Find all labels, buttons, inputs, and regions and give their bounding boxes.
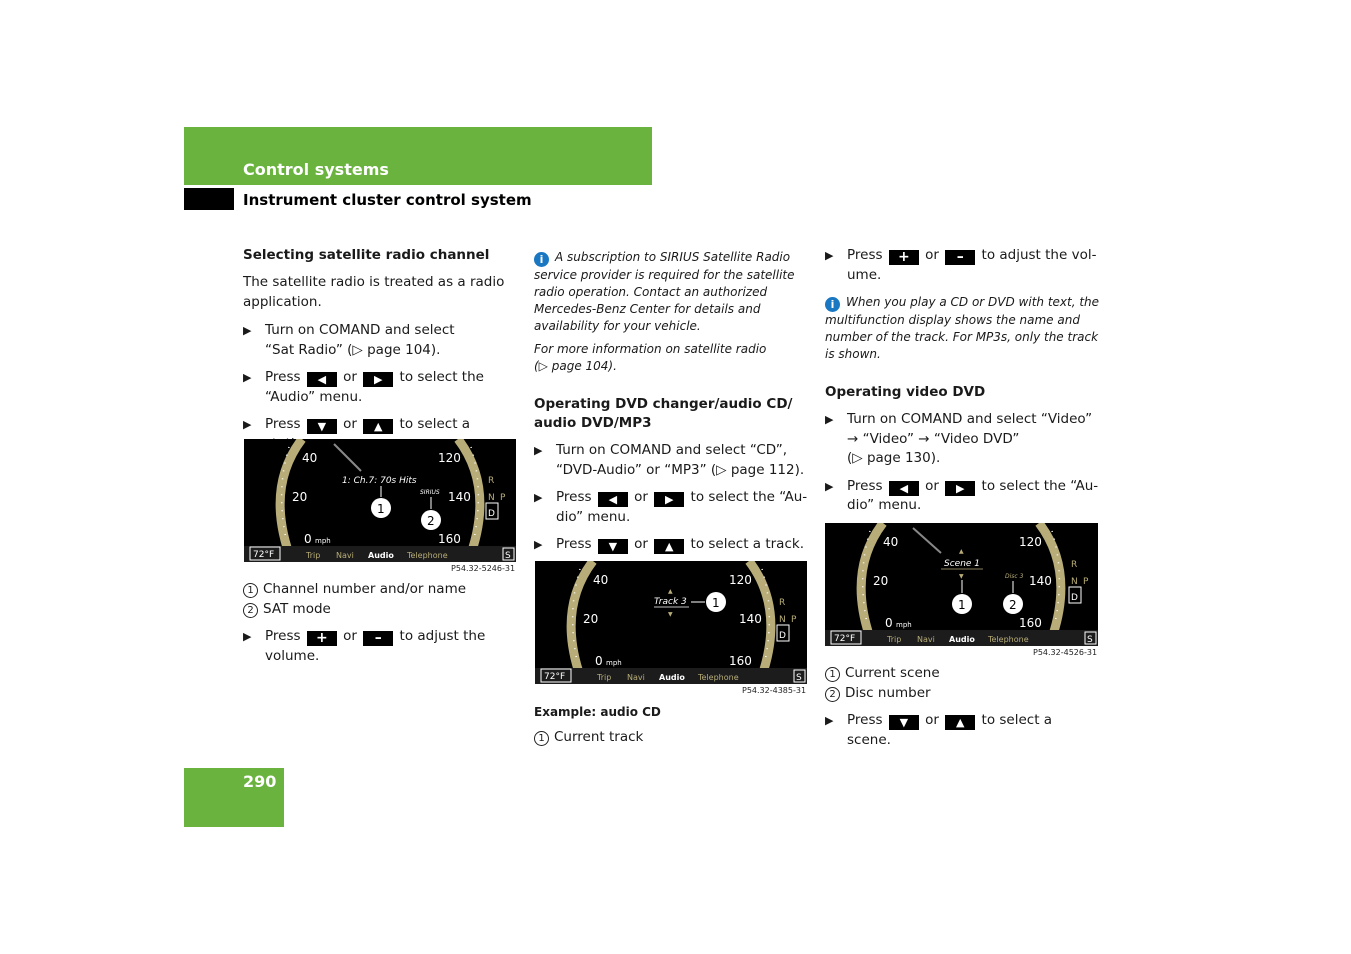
gauge-speed-label: 160 — [1019, 616, 1042, 630]
legend-item-2: 2 SAT mode — [243, 600, 518, 620]
info-icon: i — [825, 297, 840, 312]
bullet-arrow-icon: ▶ — [243, 630, 252, 643]
info-icon: i — [534, 252, 549, 267]
s-label: S — [796, 673, 802, 683]
minus-key-icon: – — [945, 250, 975, 265]
menu-trip: Trip — [887, 635, 902, 644]
gear-r: R — [779, 598, 786, 608]
bullet-arrow-icon: ▶ — [825, 249, 834, 262]
step-select-audio-menu-cd: ▶ Press ◀ or ▶ to select the “Au- dio” menu. — [534, 489, 808, 525]
display-scene-text: Scene 1 — [944, 559, 981, 569]
down-arrow-key-icon: ▼ — [598, 539, 628, 554]
instrument-cluster-figure-3 — [825, 523, 1098, 646]
gear-p: P — [791, 615, 797, 625]
bullet-arrow-icon: ▶ — [243, 418, 252, 431]
menu-navi: Navi — [336, 551, 354, 560]
gauge-speed-label: 160 — [438, 532, 461, 546]
bullet-arrow-icon: ▶ — [534, 491, 543, 504]
gauge-speed-label: 20 — [583, 612, 599, 626]
gauge-speed-label: 140 — [739, 612, 762, 626]
down-arrow-key-icon: ▼ — [307, 419, 337, 434]
menu-audio: Audio — [368, 551, 394, 560]
menu-telephone: Telephone — [698, 673, 739, 682]
section-title: Control systems — [243, 160, 389, 179]
plus-key-icon: + — [307, 631, 337, 646]
subsection-title: Instrument cluster control system — [243, 191, 532, 209]
menu-audio: Audio — [659, 673, 685, 682]
gear-n: N — [779, 615, 786, 625]
up-arrow-key-icon: ▲ — [945, 715, 975, 730]
gear-r: R — [488, 476, 495, 486]
menu-navi: Navi — [917, 635, 935, 644]
step-select-track: ▶ Press ▼ or ▲ to select a track. — [534, 536, 804, 553]
right-arrow-key-icon: ▶ — [654, 492, 684, 507]
left-arrow-key-icon: ◀ — [889, 481, 919, 496]
display-mode-text: SIRIUS — [420, 489, 440, 496]
figure-ref-2: P54.32-4385-31 — [742, 686, 807, 695]
menu-trip: Trip — [306, 551, 321, 560]
gauge-speed-label: 160 — [729, 654, 752, 668]
callout-2: 2 — [1009, 598, 1017, 612]
gauge-speed-label: 0 — [304, 532, 312, 546]
gear-d: D — [779, 631, 786, 641]
menu-trip: Trip — [597, 673, 612, 682]
down-indicator-icon: ▼ — [668, 611, 673, 618]
column-2-lower — [534, 703, 809, 747]
gear-p: P — [1083, 577, 1089, 587]
plus-key-icon: + — [889, 250, 919, 265]
up-arrow-key-icon: ▲ — [363, 419, 393, 434]
callout-1: 1 — [377, 502, 385, 516]
heading-sat-radio: Selecting satellite radio channel — [243, 247, 490, 263]
legend-item-1: 1 Current track — [534, 728, 809, 748]
figure-caption: Example: audio CD — [534, 705, 661, 719]
s-label: S — [505, 551, 511, 561]
intro-text: The satellite radio is treated as a radio application. — [243, 274, 505, 310]
down-indicator-icon: ▼ — [959, 573, 964, 580]
gear-d: D — [1071, 593, 1078, 603]
display-track-text: Track 3 — [654, 597, 687, 607]
bullet-arrow-icon: ▶ — [243, 324, 252, 337]
gauge-unit: mph — [606, 659, 622, 667]
gauge-speed-label: 120 — [729, 573, 752, 587]
bullet-arrow-icon: ▶ — [534, 444, 543, 457]
gauge-speed-label: 120 — [1019, 535, 1042, 549]
gauge-speed-label: 40 — [593, 573, 609, 587]
left-arrow-key-icon: ◀ — [598, 492, 628, 507]
info-note-cd-text: i When you play a CD or DVD with text, the multifunction display shows the name and number of the track. For MP3s, only the track is shown. — [825, 295, 1100, 361]
menu-telephone: Telephone — [407, 551, 448, 560]
callout-2: 2 — [427, 514, 435, 528]
s-label: S — [1087, 635, 1093, 645]
legend-item-1: 1 Channel number and/or name — [243, 580, 518, 600]
up-arrow-key-icon: ▲ — [654, 539, 684, 554]
gauge-speed-label: 20 — [292, 490, 308, 504]
gauge-speed-label: 0 — [885, 616, 893, 630]
down-arrow-key-icon: ▼ — [889, 715, 919, 730]
gear-n: N — [1071, 577, 1078, 587]
step-select-audio-menu: ▶ Press ◀ or ▶ to select the “Audio” menu. — [243, 369, 484, 405]
header-marker — [184, 188, 234, 210]
column-3 — [825, 246, 1100, 516]
display-disc-text: Disc 3 — [1005, 573, 1024, 580]
heading-video-dvd: Operating video DVD — [825, 384, 986, 400]
bullet-arrow-icon: ▶ — [243, 371, 252, 384]
gauge-speed-label: 120 — [438, 451, 461, 465]
instrument-cluster-figure-2 — [535, 561, 807, 684]
legend-item-2: 2 Disc number — [825, 684, 1100, 704]
gear-p: P — [500, 493, 506, 503]
gear-r: R — [1071, 560, 1078, 570]
temperature: 72°F — [834, 634, 856, 644]
legend-item-1: 1 Current scene — [825, 664, 1100, 684]
gear-d: D — [488, 509, 495, 519]
column-1-lower — [243, 580, 518, 666]
info-note-subscription: i A subscription to SIRIUS Satellite Radio service provider is required for the satellite radio operation. Contact an authorized Mercedes-Benz Center for details and availability for your vehicle. — [534, 250, 795, 333]
step-adjust-volume-cd: ▶ Press + or – to adjust the vol- ume. — [825, 247, 1097, 283]
left-arrow-key-icon: ◀ — [307, 372, 337, 387]
up-indicator-icon: ▲ — [959, 548, 964, 555]
figure-ref-1: P54.32-5246-31 — [451, 564, 516, 573]
step-select-scene: ▶ Press ▼ or ▲ to select a scene. — [825, 712, 1053, 748]
temperature: 72°F — [253, 550, 275, 560]
right-arrow-key-icon: ▶ — [363, 372, 393, 387]
gauge-speed-label: 140 — [448, 490, 471, 504]
bullet-arrow-icon: ▶ — [534, 538, 543, 551]
gauge-unit: mph — [315, 537, 331, 545]
figure-ref-3: P54.32-4526-31 — [1033, 648, 1098, 657]
menu-audio: Audio — [949, 635, 975, 644]
menu-telephone: Telephone — [988, 635, 1029, 644]
gauge-speed-label: 140 — [1029, 574, 1052, 588]
gauge-speed-label: 20 — [873, 574, 889, 588]
step-adjust-volume: ▶ Press + or – to adjust the volume. — [243, 628, 486, 664]
minus-key-icon: – — [363, 631, 393, 646]
heading-dvd-changer: Operating DVD changer/audio CD/ audio DVD/MP3 — [534, 396, 793, 431]
up-indicator-icon: ▲ — [668, 588, 673, 595]
instrument-cluster-figure-1 — [244, 439, 516, 562]
step-select-station: ▶ Press ▼ or ▲ to select a — [243, 416, 471, 433]
gauge-speed-label: 40 — [302, 451, 318, 465]
column-2 — [534, 249, 809, 555]
gauge-speed-label: 0 — [595, 654, 603, 668]
gauge-unit: mph — [896, 621, 912, 629]
step-select-audio-menu-video: ▶ Press ◀ or ▶ to select the “Au- dio” menu. — [825, 477, 1099, 513]
bullet-arrow-icon: ▶ — [825, 413, 834, 426]
right-arrow-key-icon: ▶ — [945, 481, 975, 496]
temperature: 72°F — [544, 672, 566, 682]
info-note-more: For more information on satellite radio (▷ page 104). — [534, 342, 767, 373]
gear-n: N — [488, 493, 495, 503]
bullet-arrow-icon: ▶ — [825, 714, 834, 727]
display-channel-text: 1: Ch.7: 70s Hits — [342, 476, 417, 486]
step-turn-on-comand: ▶ Turn on COMAND and select “Sat Radio” (▷ page 104). — [243, 322, 455, 358]
menu-navi: Navi — [627, 673, 645, 682]
step-turn-on-comand-cd: ▶ Turn on COMAND and select “CD”, “DVD-Audio” or “MP3” (▷ page 112). — [534, 442, 805, 478]
column-3-lower — [825, 664, 1100, 750]
gauge-speed-label: 40 — [883, 535, 899, 549]
step-turn-on-comand-video: ▶ Turn on COMAND and select “Video” → “Video” → “Video DVD” (▷ page 130). — [825, 411, 1093, 466]
callout-1: 1 — [712, 596, 720, 610]
column-1 — [243, 246, 518, 454]
callout-1: 1 — [958, 598, 966, 612]
page-number: 290 — [243, 772, 277, 791]
bullet-arrow-icon: ▶ — [825, 479, 834, 493]
